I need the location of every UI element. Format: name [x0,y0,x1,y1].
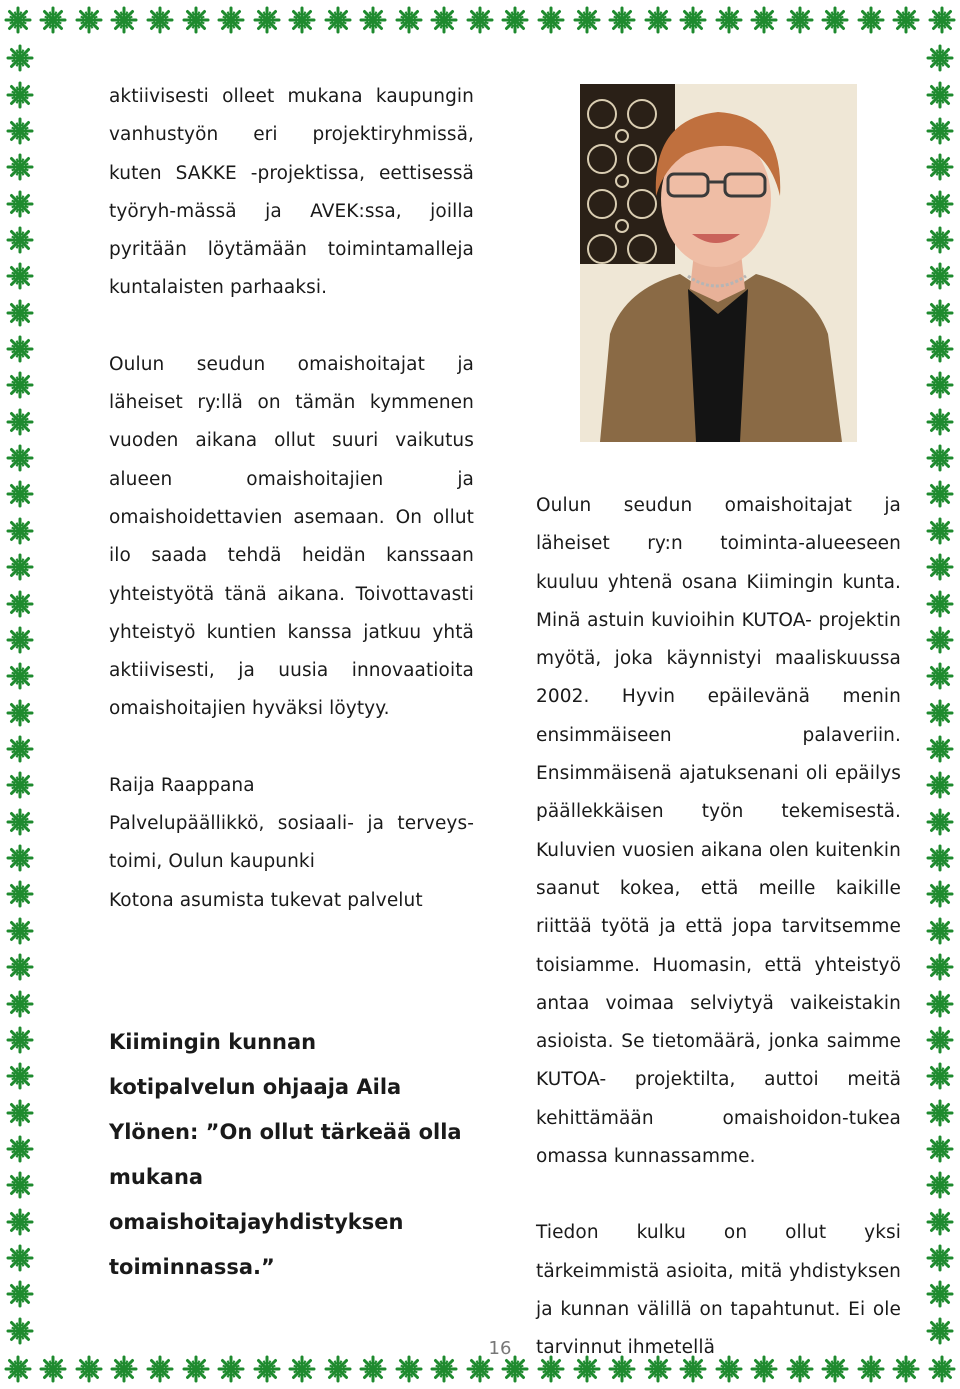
left-paragraph-1: aktiivisesti olleet mukana kaupungin vanhustyön eri projektiryhmissä, kuten SAKKE -projektissa, eettisessä työryh-mässä ja AVEK:ssa, joilla pyritään löytämään toimintamalleja kuntalaisten parhaaksi. [109,86,474,299]
green-snowflake-ornament-icon [430,6,458,34]
green-snowflake-ornament-icon [110,6,138,34]
green-snowflake-ornament-icon [926,371,954,399]
green-snowflake-ornament-icon [926,953,954,981]
green-snowflake-ornament-icon [926,226,954,254]
green-snowflake-ornament-icon [750,6,778,34]
signature-name: Raija Raappana [109,774,255,796]
green-snowflake-ornament-icon [926,844,954,872]
green-snowflake-ornament-icon [926,626,954,654]
green-snowflake-ornament-icon [6,444,34,472]
green-snowflake-ornament-icon [466,6,494,34]
green-snowflake-ornament-icon [253,6,281,34]
green-snowflake-ornament-icon [110,1355,138,1383]
green-snowflake-ornament-icon [6,517,34,545]
green-snowflake-ornament-icon [6,1135,34,1163]
green-snowflake-ornament-icon [926,408,954,436]
signature-unit: Kotona asumista tukevat palvelut [109,889,423,911]
green-snowflake-ornament-icon [926,517,954,545]
green-snowflake-ornament-icon [6,953,34,981]
green-snowflake-ornament-icon [715,6,743,34]
green-snowflake-ornament-icon [926,299,954,327]
green-snowflake-ornament-icon [6,226,34,254]
green-snowflake-ornament-icon [6,771,34,799]
green-snowflake-ornament-icon [926,880,954,908]
green-snowflake-ornament-icon [6,1099,34,1127]
green-snowflake-ornament-icon [6,553,34,581]
green-snowflake-ornament-icon [359,1355,387,1383]
green-snowflake-ornament-icon [926,990,954,1018]
green-snowflake-ornament-icon [857,6,885,34]
green-snowflake-ornament-icon [926,662,954,690]
green-snowflake-ornament-icon [466,1355,494,1383]
right-paragraph-2: Tiedon kulku on ollut yksi tärkeimmistä asioita, mitä yhdistyksen ja kunnan välillä on tapahtunut. Ei ole tarvinnut ihmetellä [536,1222,901,1359]
page-number: 16 [488,1338,512,1359]
green-snowflake-ornament-icon [926,1099,954,1127]
green-snowflake-ornament-icon [608,6,636,34]
green-snowflake-ornament-icon [6,590,34,618]
green-snowflake-ornament-icon [926,1317,954,1345]
green-snowflake-ornament-icon [217,1355,245,1383]
green-snowflake-ornament-icon [6,335,34,363]
left-column [109,78,474,920]
green-snowflake-ornament-icon [6,844,34,872]
green-snowflake-ornament-icon [6,153,34,181]
right-column [536,487,901,1368]
green-snowflake-ornament-icon [786,6,814,34]
green-snowflake-ornament-icon [6,1026,34,1054]
green-snowflake-ornament-icon [6,408,34,436]
green-snowflake-ornament-icon [6,626,34,654]
green-snowflake-ornament-icon [926,1280,954,1308]
right-paragraph-1: Oulun seudun omaishoitajat ja läheiset ry:n toiminta-alueeseen kuuluu yhtenä osana Kiimingin kunta. Minä astuin kuvioihin KUTOA- projektin myötä, joka käynnistyi maaliskuussa 2002. Hyvin epäilevänä menin ensimmäiseen palaveriin. Ensimmäisenä ajatuksenani oli epäilys päällekkäisen työn tekemisestä. Kuluvien vuosien aikana olen kuitenkin saanut kokea, että meille kaikille riittää työtä ja että jopa tarvitsemme toisiamme. Huomasin, että yhteistyö antaa voimaa selviytyä vaikeistakin asioista. Se tietomäärä, jonka saimme KUTOA- projektilta, auttoi meitä kehittämään omaishoidon-tukea omassa kunnassamme. [536,495,901,1168]
green-snowflake-ornament-icon [928,1355,956,1383]
green-snowflake-ornament-icon [4,6,32,34]
green-snowflake-ornament-icon [6,371,34,399]
green-snowflake-ornament-icon [6,1208,34,1236]
green-snowflake-ornament-icon [926,917,954,945]
green-snowflake-ornament-icon [644,6,672,34]
green-snowflake-ornament-icon [6,1317,34,1345]
green-snowflake-ornament-icon [6,917,34,945]
green-snowflake-ornament-icon [6,1280,34,1308]
green-snowflake-ornament-icon [926,771,954,799]
green-snowflake-ornament-icon [6,117,34,145]
green-snowflake-ornament-icon [501,1355,529,1383]
green-snowflake-ornament-icon [926,335,954,363]
green-snowflake-ornament-icon [39,6,67,34]
page-border-top [0,0,960,40]
green-snowflake-ornament-icon [6,81,34,109]
green-snowflake-ornament-icon [6,735,34,763]
green-snowflake-ornament-icon [926,1062,954,1090]
green-snowflake-ornament-icon [75,1355,103,1383]
green-snowflake-ornament-icon [679,6,707,34]
green-snowflake-ornament-icon [926,262,954,290]
green-snowflake-ornament-icon [217,6,245,34]
green-snowflake-ornament-icon [501,6,529,34]
green-snowflake-ornament-icon [926,44,954,72]
portrait-photo [580,84,857,442]
green-snowflake-ornament-icon [537,6,565,34]
signature-title: Palvelupäällikkö, sosiaali- ja terveys-toimi, Oulun kaupunki [109,813,474,873]
green-snowflake-ornament-icon [926,153,954,181]
green-snowflake-ornament-icon [6,662,34,690]
green-snowflake-ornament-icon [75,6,103,34]
green-snowflake-ornament-icon [573,6,601,34]
green-snowflake-ornament-icon [288,1355,316,1383]
green-snowflake-ornament-icon [359,6,387,34]
green-snowflake-ornament-icon [395,6,423,34]
green-snowflake-ornament-icon [324,1355,352,1383]
green-snowflake-ornament-icon [6,990,34,1018]
green-snowflake-ornament-icon [182,6,210,34]
page-border-left [0,40,40,1349]
green-snowflake-ornament-icon [6,1062,34,1090]
green-snowflake-ornament-icon [288,6,316,34]
green-snowflake-ornament-icon [6,44,34,72]
green-snowflake-ornament-icon [4,1355,32,1383]
green-snowflake-ornament-icon [926,699,954,727]
green-snowflake-ornament-icon [324,6,352,34]
green-snowflake-ornament-icon [928,6,956,34]
green-snowflake-ornament-icon [926,553,954,581]
green-snowflake-ornament-icon [926,81,954,109]
green-snowflake-ornament-icon [926,1026,954,1054]
green-snowflake-ornament-icon [146,1355,174,1383]
green-snowflake-ornament-icon [6,1244,34,1272]
green-snowflake-ornament-icon [395,1355,423,1383]
green-snowflake-ornament-icon [146,6,174,34]
green-snowflake-ornament-icon [926,1135,954,1163]
green-snowflake-ornament-icon [926,190,954,218]
green-snowflake-ornament-icon [6,699,34,727]
green-snowflake-ornament-icon [6,808,34,836]
green-snowflake-ornament-icon [926,444,954,472]
green-snowflake-ornament-icon [253,1355,281,1383]
green-snowflake-ornament-icon [6,480,34,508]
article-heading: Kiimingin kunnan kotipalvelun ohjaaja Aila Ylönen: ”On ollut tärkeää olla mukana omaishoitajayhdistyksen toiminnassa.” [109,1030,462,1279]
green-snowflake-ornament-icon [6,880,34,908]
green-snowflake-ornament-icon [926,480,954,508]
page-border-right [920,40,960,1349]
green-snowflake-ornament-icon [39,1355,67,1383]
green-snowflake-ornament-icon [6,190,34,218]
green-snowflake-ornament-icon [430,1355,458,1383]
green-snowflake-ornament-icon [926,1171,954,1199]
green-snowflake-ornament-icon [6,299,34,327]
green-snowflake-ornament-icon [821,6,849,34]
green-snowflake-ornament-icon [6,262,34,290]
green-snowflake-ornament-icon [926,117,954,145]
green-snowflake-ornament-icon [926,1244,954,1272]
green-snowflake-ornament-icon [926,808,954,836]
green-snowflake-ornament-icon [892,6,920,34]
green-snowflake-ornament-icon [926,1208,954,1236]
green-snowflake-ornament-icon [182,1355,210,1383]
green-snowflake-ornament-icon [926,735,954,763]
green-snowflake-ornament-icon [6,1171,34,1199]
left-paragraph-2: Oulun seudun omaishoitajat ja läheiset ry:llä on tämän kymmenen vuoden aikana ollut suuri vaikutus alueen omaishoitajien ja omaishoidettavien asemaan. On ollut ilo saada tehdä heidän kanssaan yhteistyötä tänä aikana. Toivottavasti yhteistyö kuntien kanssa jatkuu yhtä aktiivisesti, ja uusia innovaatioita omaishoitajien hyväksi löytyy. [109,353,474,720]
green-snowflake-ornament-icon [926,590,954,618]
